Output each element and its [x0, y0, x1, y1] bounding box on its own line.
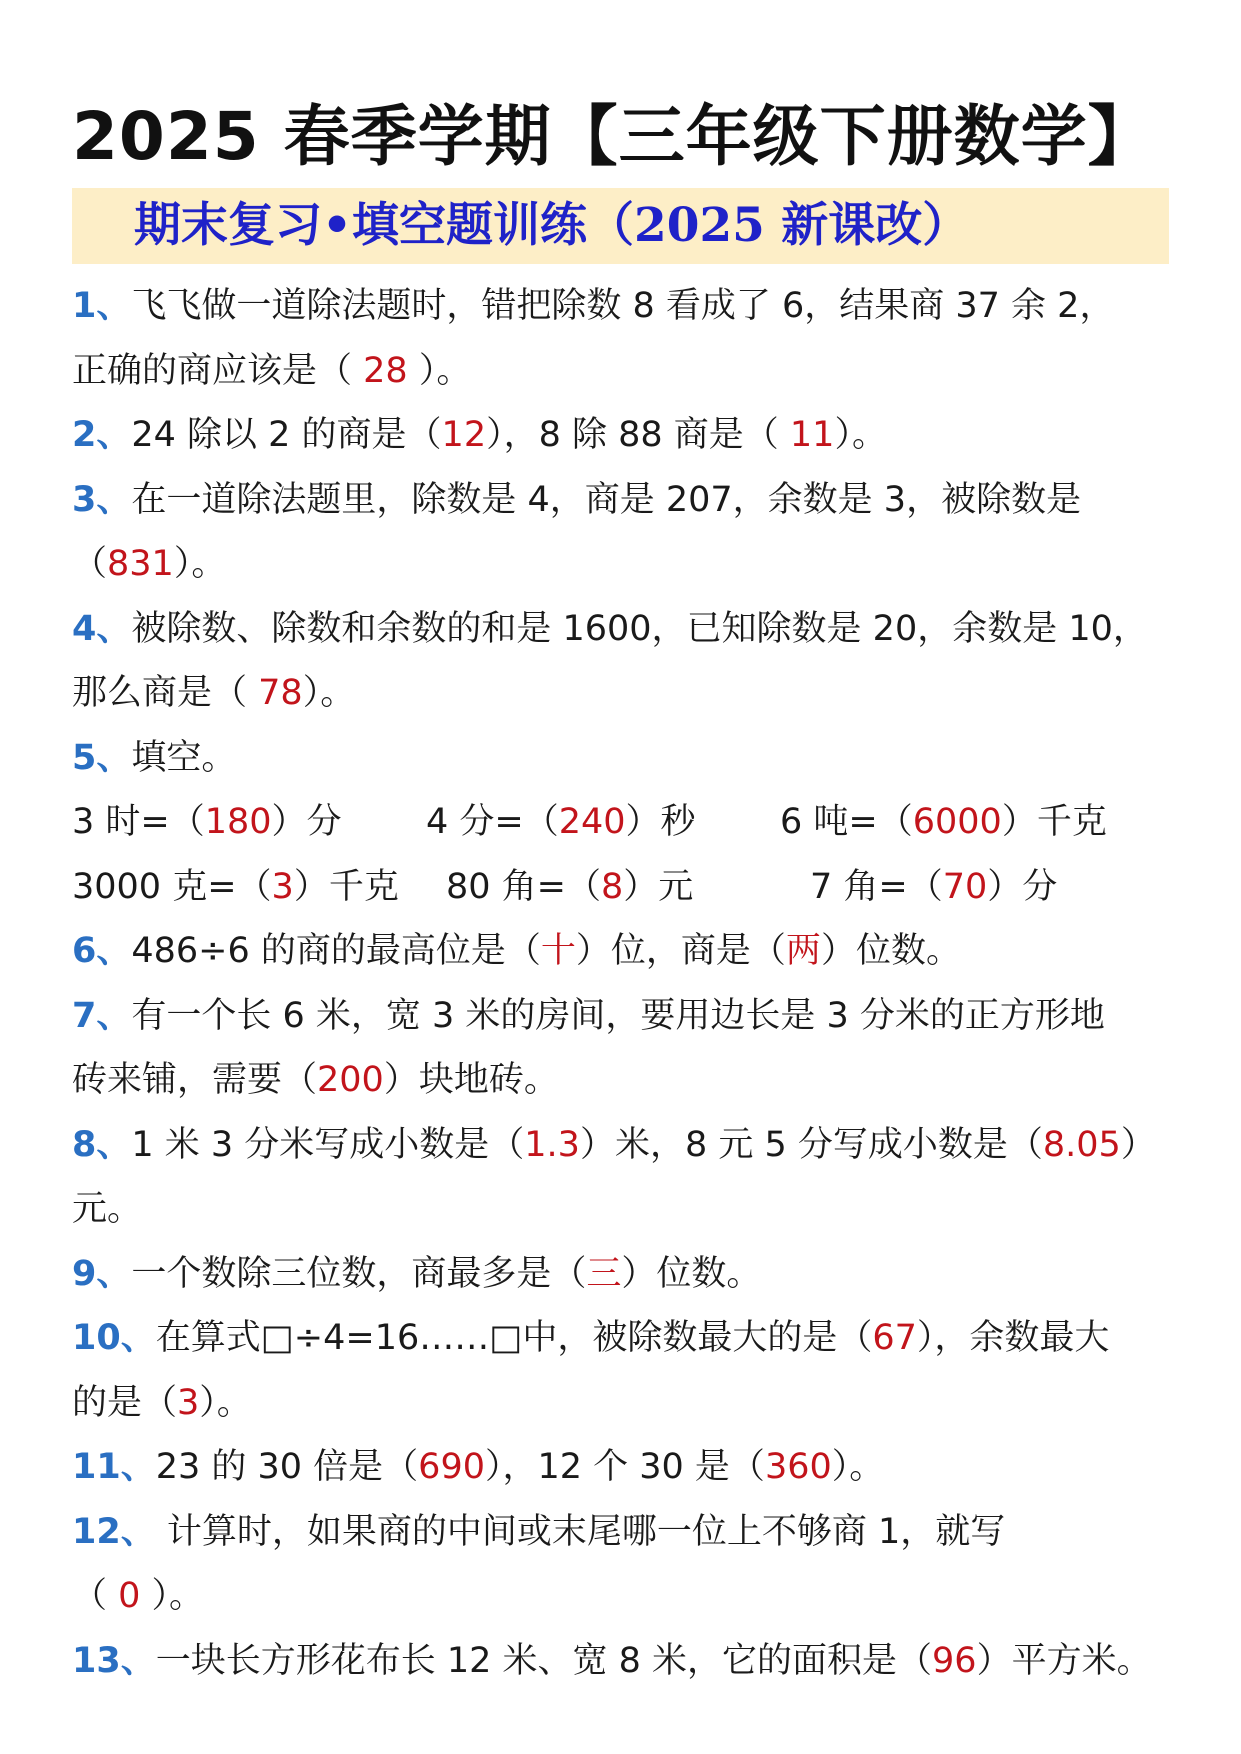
question-10-line-2	[72, 1371, 1169, 1436]
question-number: 3、	[72, 479, 132, 520]
question-number: 6、	[72, 931, 132, 971]
question-text: 被除数、除数和余数的和是 1600，已知除数是 20，余数是 10，	[131, 608, 1148, 649]
answer: 12	[441, 415, 487, 455]
question-text: ）。	[834, 415, 887, 455]
question-5-line-1	[72, 726, 1169, 791]
question-text: 元。	[72, 1189, 143, 1229]
question-text: 3 时=（	[72, 802, 205, 842]
answer: 1.3	[524, 1124, 580, 1165]
conversion-item	[446, 855, 810, 920]
question-number: 12、	[72, 1511, 156, 1552]
question-11-line-1	[72, 1435, 1169, 1500]
question-text: 486÷6 的商的最高位是（	[131, 931, 541, 971]
question-text: 在算式□÷4=16……□中，被除数最大的是（	[155, 1318, 873, 1358]
question-text: 1 米 3 分米写成小数是（	[131, 1124, 525, 1165]
question-number: 2、	[72, 415, 132, 455]
question-text: 那么商是（	[72, 673, 259, 713]
question-text: 飞飞做一道除法题时，错把除数 8 看成了 6，结果商 37 余 2，	[131, 286, 1115, 326]
question-12-line-1	[72, 1500, 1169, 1565]
question-4-line-1	[72, 597, 1169, 662]
answer: 3	[177, 1382, 200, 1423]
question-text: 4 分=（	[426, 802, 559, 842]
question-text: 23 的 30 倍是（	[155, 1447, 419, 1487]
question-7-line-2	[72, 1048, 1169, 1113]
question-text: ）。	[199, 1382, 252, 1423]
question-number: 11、	[72, 1447, 156, 1487]
answer: 200	[317, 1060, 384, 1100]
answer: 28	[363, 350, 408, 391]
conversion-item	[72, 855, 446, 920]
page-title: 2025 春季学期【三年级下册数学】	[72, 98, 1155, 175]
question-1-line-2	[72, 339, 1169, 404]
question-text: ）元	[623, 866, 694, 907]
question-text: ），余数最大	[916, 1318, 1110, 1358]
answer: 96	[932, 1640, 977, 1681]
answer: 690	[418, 1447, 485, 1487]
question-text: ）位，商是（	[575, 931, 786, 971]
answer: 360	[764, 1447, 832, 1487]
answer: 240	[558, 802, 626, 842]
question-10-line-1	[72, 1306, 1169, 1371]
answer: 8.05	[1042, 1124, 1121, 1165]
question-text: （	[72, 1576, 119, 1616]
question-text: ）位数。	[621, 1253, 762, 1294]
question-4-line-2	[72, 661, 1169, 726]
question-text: 6 吨=（	[780, 802, 913, 842]
question-3-line-1	[72, 468, 1169, 533]
question-text: ）分	[987, 866, 1058, 907]
answer: 十	[540, 931, 576, 971]
question-text: 一块长方形花布长 12 米、宽 8 米，它的面积是（	[155, 1640, 933, 1681]
question-number: 9、	[72, 1253, 132, 1294]
question-text: ）千克	[1001, 802, 1107, 842]
question-5-conversion-row-2	[72, 855, 1169, 920]
question-number: 5、	[72, 737, 132, 778]
question-text: ），12 个 30 是（	[484, 1447, 765, 1487]
question-text: ）分	[271, 802, 342, 842]
question-text: 一个数除三位数，商最多是（	[131, 1253, 587, 1294]
question-text: ）位数。	[820, 931, 961, 971]
question-3-line-2	[72, 532, 1169, 597]
question-1-line-1	[72, 274, 1169, 339]
answer: 67	[872, 1318, 917, 1358]
question-text: 在一道除法题里，除数是 4，商是 207，余数是 3，被除数是	[131, 479, 1082, 520]
question-number: 7、	[72, 995, 132, 1036]
question-text: ）平方米。	[976, 1640, 1152, 1681]
conversion-item	[780, 790, 1107, 855]
answer: 6000	[912, 802, 1002, 842]
question-2-line-1	[72, 403, 1169, 468]
question-text: 有一个长 6 米，宽 3 米的房间，要用边长是 3 分米的正方形地	[131, 995, 1105, 1036]
question-7-line-1	[72, 984, 1169, 1049]
conversion-item	[426, 790, 780, 855]
question-13-line-1	[72, 1629, 1169, 1694]
page-subtitle-banner: 期末复习•填空题训练（2025 新课改）	[72, 188, 1169, 264]
answer: 三	[586, 1253, 622, 1294]
question-text: 砖来铺，需要（	[72, 1060, 318, 1100]
answer: 两	[785, 931, 821, 971]
question-text: ）。	[831, 1447, 885, 1487]
question-text: ）块地砖。	[383, 1060, 559, 1100]
question-text: ）。	[302, 673, 356, 713]
question-5-conversion-row-1	[72, 790, 1169, 855]
answer: 0	[118, 1576, 141, 1616]
question-text: 3000 克=（	[72, 866, 272, 907]
answer: 180	[204, 802, 272, 842]
question-list	[72, 274, 1169, 1693]
question-text: ）秒	[625, 802, 696, 842]
question-text: ）。	[140, 1576, 205, 1616]
question-text: ）米，8 元 5 分写成小数是（	[579, 1124, 1043, 1165]
answer: 8	[601, 866, 624, 907]
question-9-line-1	[72, 1242, 1169, 1307]
question-text: （	[72, 544, 108, 584]
question-text: 的是（	[72, 1382, 178, 1423]
question-text: ）千克	[293, 866, 399, 907]
question-number: 10、	[72, 1318, 156, 1358]
answer: 3	[271, 866, 294, 907]
question-text: 填空。	[131, 737, 237, 778]
answer: 831	[107, 544, 174, 584]
question-text: 正确的商应该是（	[72, 350, 364, 391]
question-text: ）	[1120, 1124, 1156, 1165]
question-number: 13、	[72, 1640, 156, 1681]
question-8-line-2	[72, 1177, 1169, 1242]
answer: 11	[789, 415, 835, 455]
answer: 70	[942, 866, 988, 907]
question-text: ）。	[173, 544, 227, 584]
question-number: 8、	[72, 1124, 132, 1165]
question-number: 1、	[72, 286, 132, 326]
question-text: ）。	[407, 350, 472, 391]
conversion-item	[810, 855, 1057, 920]
question-text: 计算时，如果商的中间或末尾哪一位上不够商 1，就写	[155, 1511, 1006, 1552]
question-text: 24 除以 2 的商是（	[131, 415, 442, 455]
answer: 78	[258, 673, 303, 713]
question-text: ），8 除 88 商是（	[486, 415, 790, 455]
conversion-item	[72, 790, 426, 855]
question-6-line-1	[72, 919, 1169, 984]
question-8-line-1	[72, 1113, 1169, 1178]
question-text: 7 角=（	[810, 866, 943, 907]
question-number: 4、	[72, 608, 132, 649]
question-12-line-2	[72, 1564, 1169, 1629]
question-text: 80 角=（	[446, 866, 601, 907]
